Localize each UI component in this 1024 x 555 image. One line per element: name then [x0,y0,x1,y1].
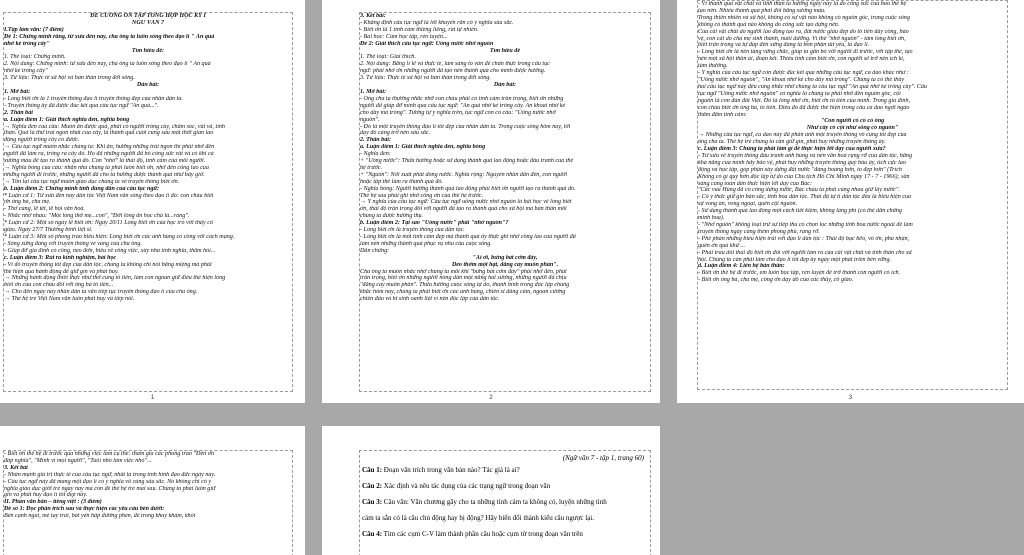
text-line: thể hiện qua hành động để giữ gìn và phát huy. [4,268,119,275]
page-1-text-frame [3,12,293,392]
text-line: "Uống nước nhớ nguồn", "Ăn khoai nhớ kẻ cho dây mà trồng". Chúng ta có thể thấy [698,76,905,83]
text-line: 3. Kết bài [4,464,28,471]
text-line: * Luận cứ 3: Một số phong trào biểu hiện: Lòng biết ơn các anh hùng có công với cách mạng. [4,234,235,240]
text-line: NGỮ VĂN 7 [131,19,165,26]
text-line: - Nghĩa đen: [360,151,391,158]
text-line: - Biết ơn ông bà, cha mẹ, công ơn dạy dỗ của các thầy, cô giáo. [698,277,854,284]
text-line: con cháu biết ơn ông bà, tổ tiên. Điều đó đã được thể hiện trong câu ca dao ngợi ngào [698,104,910,111]
text-line: khả năng của mình hãy bảo vệ, phát huy những truyền thống quý báu ấy, tích cực lao [698,159,906,166]
text-line: - Ông cha ta thường nhắc nhở con cháu phải có tình cảm trân trọng, biết ơn những [360,95,564,102]
text-line: minh hoạ). [698,215,725,222]
text-line: → Cho đến ngày nay nhân dân ta vẫn tiếp tục truyền thống đạo lí của cha ông. [4,289,198,296]
text-line: 2. Thân bài: [360,137,391,144]
text-line: Dàn bài: [493,82,517,89]
document-page-4 [0,426,305,555]
question-text: Tìm các cụm C-V làm thành phần câu hoặc cụm từ trong đoạn văn trên [382,530,583,538]
text-line: → Ý nghĩa của câu tục ngữ: Câu tục ngữ uống nước nhớ nguồn là bài học về lòng biết [360,199,572,206]
text-line: vệ, con cái do cha mẹ sinh thành, nuôi dưỡng. Vì thế "nhớ nguồn" - tấm lòng biết ơn, [698,35,906,42]
text-line: 1. Mở bài: [360,88,387,95]
text-line: - Lòng biết ơn là 1 truyền thống đạo lí truyền thống đẹp của nhân dân ta. [4,95,183,102]
text-line: - Phê phán những biểu hiện trái với đạo lí dân tộc : Thái độ bạc bẽo, vô ơn, phủ nhận, [698,235,910,242]
text-line: nhớ kẻ trồng cây" [4,68,48,75]
text-line: Dẫn chứng: [360,247,390,254]
text-line: 3. Tư liệu: Thực tế xã hội và bản thân trong đời sống. [360,75,491,82]
text-line: - Phải trau dồi thái độ biết ơn đối với người làm ra của cải vật chất và tinh thần cho xã [698,249,912,256]
text-line: ơn, thái độ trân trọng đối với người đã tạo ra thành quả cho xã hội mà bản thân mỗi [360,206,567,213]
text-line: - Khẳng định câu tục ngữ là lời khuyên răn có ý nghĩa sâu sắc. [360,19,514,26]
question-item [362,510,650,526]
text-line: b. Luận điểm 2: Tại sao "Uống nước" phải "nhớ nguồn"? [360,220,509,227]
page-4-text-frame [3,450,293,555]
text-line: xương máu để tạo ra thành quả đó. Còn "nhớ" là thái độ, tình cảm của mỗi người. [4,158,206,165]
text-line: nhớ kẻ trồng cây" [4,40,50,47]
text-line: Bên cạnh ngai, mé tay trái, bát yến hấp đường phèn, để trong khay khảm, khói [4,513,196,520]
page-2-text-frame [359,12,651,392]
text-line: Dàn bài: [136,82,160,89]
page-number: 1 [150,395,155,401]
text-line: sự vong ân, vong ngoại, quên cội nguồn. [698,201,798,208]
text-line: truyền thống ngày càng thêm phong phú, rạng rỡ. [698,228,820,235]
text-line: ngữ: phải nhớ ơn những người đã tạo nên thành quả cho mình được hưởng. [360,68,546,75]
page-number: 3 [848,395,853,401]
text-line: dạy đó càng trở nên sâu sắc. [360,130,431,137]
text-line: tục ngữ "Uống nước nhớ nguồn" có nghĩa là chúng ta phải nhớ đến nguồn gốc, cội [698,90,901,97]
text-line: ông cha ta. Thế hệ trẻ chúng ta cần giữ gìn, phát huy những truyền thống ấy. [698,139,886,146]
text-line: 2. Nội dung: Chứng minh: từ xưa đến nay, cha ông ta luôn sống theo đạo lí " Ăn quả [4,61,211,68]
text-line: - Vì đó truyền thống tốt đẹp của dân tộc, chúng ta không chỉ nói bằng miệng mà phải [4,261,212,268]
text-line: * Luận cứ 2: Một số ngày lễ biết ơn: Ngày 20/11 Lòng biết ơn của học trò với thầy cô [4,220,213,227]
text-line: trân trọng, biết ơn những người nông dân một nắng hai sương, những người đã chịu [360,275,567,282]
text-line: - Câu tục ngữ này đã mang một đạo lí có ý nghĩa vô cùng sâu sắc. Nó không chỉ có ý [4,478,212,485]
page-5-text-frame [359,450,651,555]
text-line: - Nghĩa bóng: Người hưởng thành quả lao động phải biết ơn người tạo ra thành quả đó. [360,185,576,192]
text-line: - Thờ cúng, lễ tết, lễ hội văn hoá. [4,206,85,213]
text-line: → Những hành động thiết thực như thờ cúng tổ tiên, làm con ngoan giữ điều thể hiện lòng [4,275,226,282]
question-text: Câu văn: Văn chương gây cho ta những tình cảm ta không có, luyện những tình [382,498,607,506]
text-line: "Các vua Hùng đã có công dựng nước, Bác cháu ta phải cùng nhau giữ lấy nước". [698,187,900,194]
question-item [362,478,650,494]
text-line: - Lòng biết ơn là truyền thống của dân tộc. [360,227,465,234]
text-line: 1. Mở bài: [4,88,31,95]
document-page-1 [0,0,305,403]
text-line: hệ trước. [360,164,383,171]
text-line: → Tôn lại câu tục ngữ muốn giáo dục chúng ta về truyền thống biết ơn. [4,178,180,185]
text-line: - Giúp đỡ gia đình có công, neo đơn, hiếu về công việc, xây nhà tình nghĩa, thăm hỏi... [4,247,216,254]
text-line: sàng cùng toàn dân thực hiện lời dạy của Bác: [698,180,813,187]
text-line: thân. Quả là thứ trái ngon nhất của cây, là thành quả cuối cùng sau một thời gian lao [4,130,214,137]
text-line: c. Luận điểm 3: Rút ra kinh nghiệm, bài học [4,254,117,261]
text-line: hội. Chúng ta cần phải làm cho đạo lí tốt đẹp ấy ngày một phát triển bền vững. [698,256,892,263]
text-line: * Luận cứ 1: Từ xưa đến nay dân tộc Việt Nam vẫn sống theo đạo lí đó: con cháu biết [4,192,214,199]
text-line: c. Luận điểm 3: Chúng ta phải làm gì để thực hiện lời dạy của người xưa? [698,146,886,153]
text-line: ơn ông bà, cha mẹ. [4,199,51,206]
text-line: "đắng cay muôn phần". Thừa hưởng cuộc sống tự do, thanh bình trong độc lập chúng [360,282,570,289]
text-line: tầm thường. [698,63,728,70]
text-line: hoặc tập thể làm ra thành quả đó. [360,178,443,185]
text-line: Đề 1: Chứng minh rằng, từ xưa đến nay, cha ông ta luôn sống theo đạo lí " Ăn quả [4,33,215,40]
text-line: Tìm hiểu đề: [131,47,165,54]
text-line: - Nhấn mạnh giá trị thực tế của câu tục ngữ, nhất là trong tình hình đạo đức ngày nay. [4,471,216,478]
text-line: - Sử dụng thành quả lao động một cách tiết kiệm, không làng phí (có thể dẫn chứng [698,208,902,215]
question-number: Câu 3: [362,498,383,506]
text-line: - Truyền thống ấy đã được đúc kết qua câu tục ngữ "Ăn quả...". [4,102,159,109]
text-line: Cha ông ta muốn nhắc nhở chúng ta mỗi khi "bưng bát cơm đầy" phải nhớ đến, phải [360,268,567,275]
document-page-2 [322,0,660,403]
text-line: Thế hệ sau phải ghi nhớ công ơn của thế hệ trước. [360,192,484,199]
text-line: Tìm hiểu đề [489,47,521,54]
text-line: nghĩa giáo dục giới trẻ ngày nay mà còn để thế hệ trẻ mai sau. Chúng ta phải luôn giữ [4,485,216,492]
text-line: - Vì thành quả vật chất và tinh thần ta hưởng ngày nay là do công sức của bao thế hệ [698,1,907,7]
text-line: khắc hôm nay, chúng ta phải biết ơn các anh hùng, chiến sĩ dũng cảm, ngoan cường [360,289,566,296]
text-line: cho dây mà trồng". Tương tự ý nghĩa trên, tục ngữ còn có câu: "Uống nước nhớ [360,109,556,116]
text-line: - "Nhớ nguồn" không loại trừ sự tiếp thu có chọn lọc những tinh hoa nước ngoài để làm [698,222,913,228]
text-line: Trong thiên nhiên và xã hội, không có sự vật nào không có nguồn gốc, trong cuộc sống [698,14,910,21]
text-line: 1. Thể loại: Chứng minh. [4,54,66,61]
text-line: b. Luận điểm 2: Chứng minh tính đúng đắn của câu tục ngữ: [4,185,160,192]
text-line: → Nghĩa đen của câu: Muốn ăn được quả, phải có người trồng cây, chăm sóc, vất vả, tình [4,123,225,130]
text-line: nên một xã hội thân ái, đoàn kết. Thiếu tình cảm biết ơn, con người sẽ trở nên ích kỉ, [698,56,905,63]
source-citation: (Ngữ văn 7 - tập 1, trang 60) [562,454,644,462]
page-3-text-frame [697,0,1008,390]
text-line: đáp nghĩa", "Mình vì mọi người", "Tuổi nhỏ làm việc nhỏ"... [4,457,152,464]
question-text: Đoạn văn trích trong văn bản nào? Tác giả là ai? [382,466,520,474]
text-line: Của cải vật chất do người lao động tạo ra, đất nước giàu đẹp do tổ tiên dày công, bảo [698,28,909,35]
question-number: Câu 4: [362,530,383,538]
text-line: Đề số 1: Đọc phần trích sau và thực hiện các yêu cầu bên dưới: [4,506,165,513]
text-line: II. Phần văn bản – tiếng việt : (3 điểm) [4,499,102,506]
text-line: làm nên những thành quả phục vụ nhu cầu cuộc sống. [360,240,492,247]
text-line: người đã làm ra, trồng ra cây đó. Họ đã những người đã bỏ công sức vất vả có khi cả [4,151,214,158]
text-line: - Có ý thức giữ gìn bản sắc, tinh hoa dân tộc. Thái độ tự ti dân tộc đều là biểu hiện của [698,194,912,201]
text-line: → Thể hệ trẻ Việt Nam vẫn luôn phát huy và tiếp nối. [4,296,135,303]
question-number: Câu 2: [362,482,383,490]
text-line: nguồn là con đàn đất Việt. Đó là lòng nhớ ơn, biết ơn tổ tiên của mình. Trong gia đình, [698,97,911,104]
text-line: 3. Kết bài: [360,13,386,19]
text-line: + "Uống nước": Thừa hưởng hoặc sử dụng thành quả lao động hoặc đấu tranh của thế [360,158,574,165]
text-line: biết ơn của con cháu đối với ông bà tổ tiên... [4,282,114,289]
text-line: - Lòng biết ơn là nền tảng vững chắc, giúp ta gắn bó với người đi trước, với tập thể, tạo [698,49,913,56]
text-line: - Bài học: Cảm học tập, rèn luyện... [360,33,448,40]
text-line: Không có gì quý hơn độc lập tự do của Chủ tịch Hồ Chí Minh ngày 17 - 7 - 1966); sẵn [698,173,910,180]
text-line: nguồn". [360,116,380,123]
text-line: - Lòng biết ơn là một tình cảm đẹp mà thành quả ấy thực ghi nhớ công lao của người đã [360,234,576,240]
text-line: biết trân trọng và tự đáp đền xứng đáng là bổn phận tất yếu, là đạo lí. [698,42,870,49]
text-line: tạo nên. Nhiều thành quả phải đổi bằng xương máu. [698,7,826,14]
text-line: "Con người có cố có ông [820,118,885,125]
question-number: Câu 1: [362,466,383,474]
text-line: - Biết ơn thế hệ đi trước qua những việc làm cụ thể: tham gia các phong trào "Đền ơn [4,451,215,457]
text-line: a. Luận điểm 1: Giải thích nghĩa đen, nghĩa bóng [4,116,130,123]
text-line: - Biết ơn thế hệ đi trước, em luôn học tập, rèn luyện để trở thành con người có ích. [698,270,901,277]
text-line: chiến đấu và hi sinh oanh liệt vì nền độc lập của dân tộc. [360,296,500,303]
text-line: động người trồng cây có được. [4,137,80,144]
text-line: động và học tập, góp phần xây dựng đất nước "đàng hoàng hơn, to đẹp hơn" (Trích [698,166,902,173]
text-line: 1. Thể loại: Giải thích. [360,54,416,61]
text-line: 2. Thân bài [4,109,33,116]
text-line: người đã giúp đỡ mình qua câu tục ngữ: "Ăn quả nhớ kẻ trồng cây. Ăn khoai nhớ kẻ [360,102,566,109]
text-line: hai câu tục ngữ này đều cùng nhắc nhở chúng ta câu tục ngữ "Ăn quả nhớ kẻ trồng cây". Câu [698,83,927,90]
text-line: - Ý nghĩa của câu tục ngữ còn được đúc kết qua những câu tục ngữ, ca dao khác như : [698,70,909,77]
text-line: → Câu tục ngữ muốn nhắc chúng ta: Khi ăn, hưởng những trái ngon thì phải nhớ đến [4,144,215,151]
text-line: - Từ xưa về truyền thống đấu tranh anh hùng và nền văn hoá rạng rỡ của dân tộc, bằng [698,152,913,159]
page-number: 2 [489,395,493,401]
text-line: - Sống xứng đáng với truyền thống vẻ vang của cha ông. [4,240,142,247]
text-line: ĐỀ CƯƠNG ÔN TẬP TỔNG HỢP HỌC KỲ I [90,13,206,19]
text-line: 3. Tư liệu: Thực tế xã hội và bản thân trong đời sống. [4,75,135,82]
text-line: Như cây có cội như sông có nguồn" [806,125,899,132]
text-line: giáo. Ngày 27/7 Thương binh liệt sĩ. [4,227,93,234]
text-line: a. Luận điểm 1: Giải thích nghĩa đen, nghĩa bóng [360,144,486,151]
text-line: I.Tập làm văn: (7 điểm) [4,26,64,33]
text-line: - Nhắc nhở nhau: "Một lòng thờ mẹ...con", "Đời lòng ăn học chả là...ràng". [4,213,190,220]
text-line: + "Nguồn": Nơi xuất phát dòng nước. Nghĩa rộng: Nguyên nhân dẫn đến, con người [360,171,568,178]
question-text: cảm ta sẵn có là câu chủ động hay bị động? Hãy biến đổi thành kiểu câu ngược lại. [362,514,595,522]
text-line: → Nghĩa bóng của câu: nhắn nhủ chúng ta phải luôn biết ơn, nhớ đến công lao của [4,164,209,171]
text-line: → Những câu tục ngữ, ca dao này đã phản ánh một truyền thống vô cùng tốt đẹp của [698,132,907,139]
text-line: gìn và phát huy đạo lí tốt đẹp này. [4,492,88,499]
question-item [362,526,650,542]
text-line: Đề 2: Giải thích câu tục ngữ: Uống nước nhớ nguồn [360,40,494,47]
text-line: d. Luận điểm 4: Liên hệ bản thân: [698,263,785,270]
text-line: những người đi trước, những người đã cho ta hưởng được thành quả như bây giờ. [4,171,205,178]
question-item [362,494,650,510]
text-line: Dẻo thơm một hạt, đắng cay muôn phần". [451,261,559,268]
document-page-5 [322,426,660,555]
text-line: 2. Nội dung: Bằng lí lẽ và thực tế, làm sáng tỏ vấn đề chân thực trong câu tục [360,61,550,68]
text-line: thắm đằm tình cảm: [698,111,747,118]
text-line: không có thành quả nào không do công sức tạo dựng nên. [698,21,840,28]
text-line: "Ai ơi, bưng bát cơm đầy, [472,254,538,261]
text-line: chúng ta được hưởng thụ. [360,213,424,220]
question-text: Xác định và nêu tác dụng của các trạng ngữ trong đoạn văn [382,482,551,490]
text-line: quên ơn quá khứ ... [698,242,746,249]
question-list [360,462,650,542]
text-line: - Biết ơn là 1 tình cảm thiêng liêng, rất tự nhiên. [360,26,479,33]
question-item [362,462,650,478]
text-line: - Đó là một truyền thống đạo lí tốt đẹp của nhân dân ta. Trong cuộc sống hôm nay, lời [360,123,571,130]
document-page-3 [677,0,1024,403]
